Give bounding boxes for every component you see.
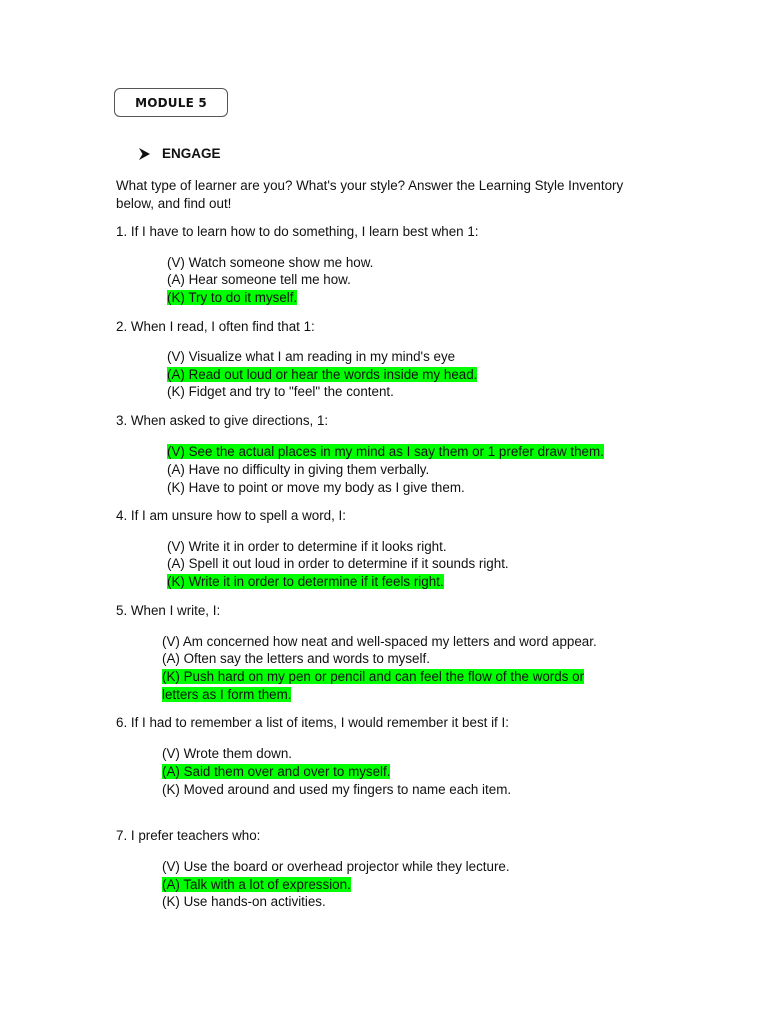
section-title: ENGAGE [162,146,221,161]
question-3-option-k: (K) Have to point or move my body as I give them. [167,480,465,495]
highlighted-answer: (K) Write it in order to determine if it feels right. [167,574,444,589]
question-1-option-k [167,289,297,307]
question-4-option-v: (V) Write it in order to determine if it looks right. [167,539,447,554]
highlighted-answer: (A) Said them over and over to myself. [162,764,391,779]
question-7: 7. I prefer teachers who: [116,828,261,843]
question-2-option-v: (V) Visualize what I am reading in my mind's eye [167,349,456,364]
question-5-option-k [162,668,622,703]
intro-paragraph: What type of learner are you? What's your style? Answer the Learning Style Inventory below, and find out! [116,178,624,211]
highlighted-answer: (V) See the actual places in my mind as I say them or 1 prefer draw them. [167,444,604,459]
highlighted-answer: (A) Talk with a lot of expression. [162,877,351,892]
question-7-option-v: (V) Use the board or overhead projector while they lecture. [162,859,510,874]
module-label: MODULE 5 [135,95,207,110]
question-4-option-k [167,573,444,591]
question-4-option-a: (A) Spell it out loud in order to determine if it sounds right. [167,556,509,571]
question-6-option-v: (V) Wrote them down. [162,746,292,761]
highlighted-answer: (A) Read out loud or hear the words inside my head. [167,367,478,382]
highlighted-answer: (K) Push hard on my pen or pencil and can feel the flow of the words or letters as I form them. [162,669,585,702]
module-label-box [114,88,228,117]
question-3: 3. When asked to give directions, 1: [116,413,329,428]
question-5-option-a: (A) Often say the letters and words to myself. [162,651,430,666]
question-6-option-a [162,763,390,781]
question-2: 2. When I read, I often find that 1: [116,319,315,334]
question-1-option-a: (A) Hear someone tell me how. [167,272,351,287]
question-2-option-k: (K) Fidget and try to "feel" the content. [167,384,394,399]
question-5: 5. When I write, I: [116,603,221,618]
question-3-option-v [167,443,604,461]
question-1: 1. If I have to learn how to do something, I learn best when 1: [116,224,479,239]
question-2-option-a [167,366,477,384]
question-1-option-v: (V) Watch someone show me how. [167,255,374,270]
question-7-option-k: (K) Use hands-on activities. [162,894,326,909]
arrowhead-bullet-icon [139,148,150,160]
question-6-option-k: (K) Moved around and used my fingers to name each item. [162,782,512,797]
highlighted-answer: (K) Try to do it myself. [167,290,298,305]
question-4: 4. If I am unsure how to spell a word, I: [116,508,346,523]
question-5-option-v: (V) Am concerned how neat and well-spaced my letters and word appear. [162,634,597,649]
question-3-option-a: (A) Have no difficulty in giving them verbally. [167,462,430,477]
question-7-option-a [162,876,351,894]
question-6: 6. If I had to remember a list of items, I would remember it best if I: [116,715,509,730]
section-heading [139,146,221,161]
